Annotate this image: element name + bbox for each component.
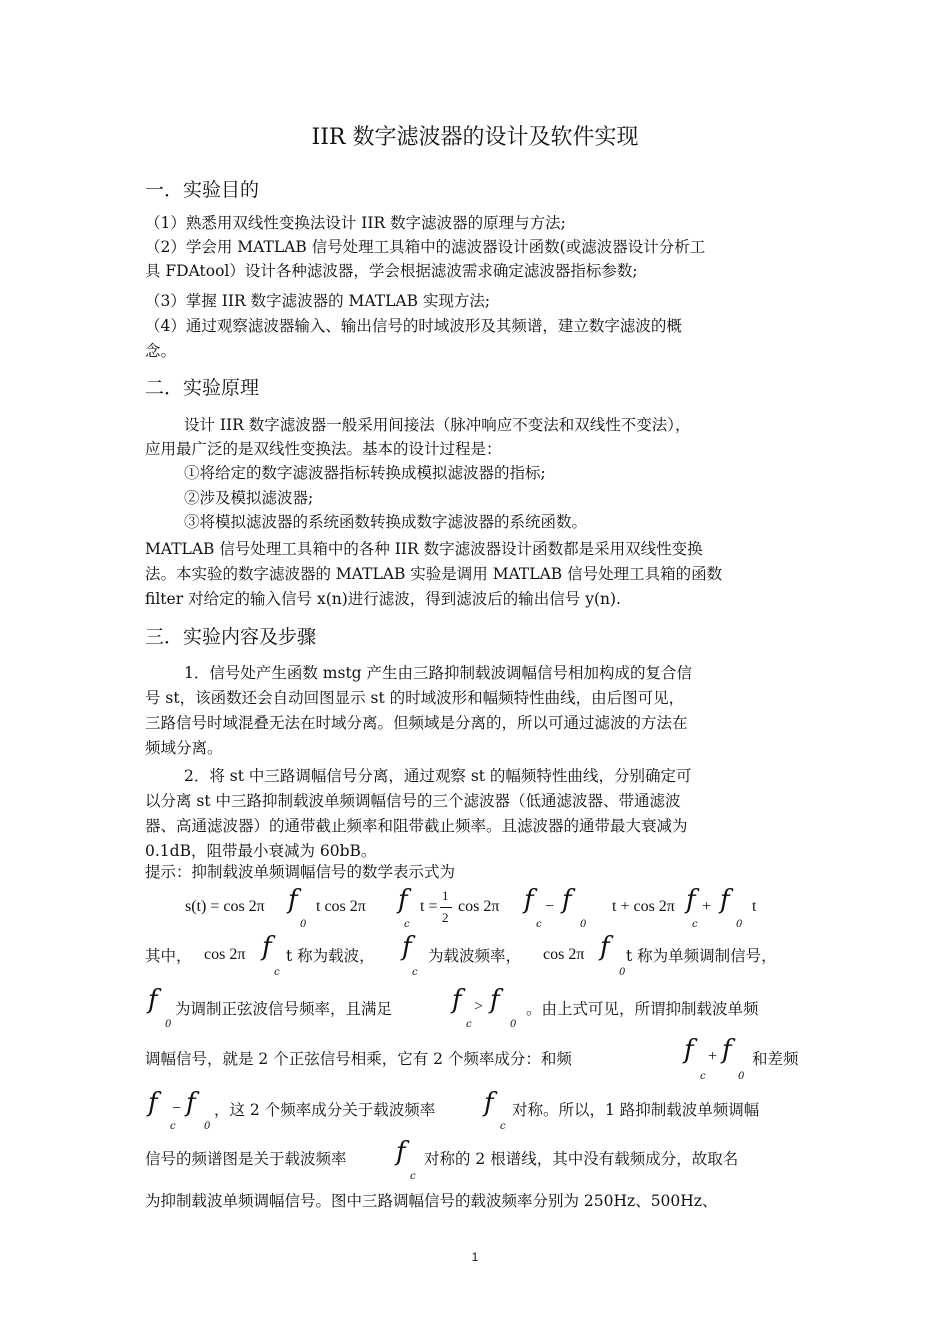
section2-line: ②涉及模拟滤波器;: [184, 489, 314, 507]
subscript-0: 0: [510, 1019, 517, 1030]
symbol-f: f: [262, 932, 272, 962]
para-math: cos 2π: [543, 946, 585, 963]
section2-line: MATLAB 信号处理工具箱中的各种 IIR 数字滤波器设计函数都是采用双线性变换: [145, 540, 703, 558]
para-math: +: [708, 1048, 718, 1065]
section1-line: 念。: [145, 342, 177, 360]
formula-f: f: [686, 885, 696, 915]
formula-half-den: 2: [442, 910, 449, 925]
para-text: 调幅信号，就是 2 个正弦信号相乘，它有 2 个频率成分：和频: [145, 1050, 572, 1068]
subscript-c: c: [274, 967, 280, 978]
formula-sub-c: c: [536, 919, 542, 930]
para-text: t 称为单频调制信号，: [626, 947, 777, 965]
para-math: cos 2π: [204, 946, 246, 963]
section3-line: 号 st，该函数还会自动回图显示 st 的时域波形和幅频特性曲线，由后图可见，: [145, 689, 685, 707]
subscript-c: c: [412, 967, 418, 978]
fraction-bar: [440, 907, 452, 908]
section3-line: 器、高通滤波器）的通带截止频率和阻带截止频率。且滤波器的通带最大衰减为: [145, 817, 688, 835]
subscript-c: c: [466, 1019, 472, 1030]
section2-line: ③将模拟滤波器的系统函数转换成数字滤波器的系统函数。: [184, 513, 588, 531]
para-text: 为抑制载波单频调幅信号。图中三路调幅信号的载波频率分别为 250Hz、500Hz、: [145, 1192, 718, 1210]
formula-f: f: [524, 885, 534, 915]
formula-f: f: [398, 885, 408, 915]
para-math: >: [474, 998, 484, 1015]
subscript-0: 0: [204, 1121, 211, 1132]
para-text: t 称为载波，: [286, 947, 375, 965]
subscript-c: c: [500, 1121, 506, 1132]
symbol-f: f: [148, 985, 158, 1015]
formula-t: t: [752, 898, 757, 915]
formula-cos1: cos 2π: [458, 898, 500, 915]
section-heading-2: 二．实验原理: [145, 377, 260, 399]
subscript-c: c: [170, 1121, 176, 1132]
formula-plus-cos: t + cos 2π: [612, 898, 675, 915]
para-text: 。由上式可见，所谓抑制载波单频: [526, 1000, 759, 1018]
section3-line: 三路信号时域混叠无法在时域分离。但频域是分离的，所以可通过滤波的方法在: [145, 714, 688, 732]
para-text: ，这 2 个频率成分关于载波频率: [214, 1101, 436, 1119]
formula-f: f: [562, 885, 572, 915]
formula-f: f: [288, 885, 298, 915]
page-number: 1: [471, 1250, 479, 1264]
section-heading-1: 一．实验目的: [145, 179, 260, 201]
subscript-0: 0: [738, 1071, 745, 1082]
formula-plus: +: [702, 898, 712, 915]
symbol-f: f: [452, 985, 462, 1015]
section1-line: （1）熟悉用双线性变换法设计 IIR 数字滤波器的原理与方法;: [145, 214, 566, 232]
formula-half-num: 1: [442, 888, 449, 903]
page-title: IIR 数字滤波器的设计及软件实现: [311, 125, 639, 150]
section1-line: 具 FDAtool）设计各种滤波器，学会根据滤波需求确定滤波器指标参数;: [145, 262, 638, 280]
formula-lhs: s(t) = cos 2π: [185, 898, 265, 915]
section1-line: （4）通过观察滤波器输入、输出信号的时域波形及其频谱，建立数字滤波的概: [145, 317, 682, 335]
para-text: 对称。所以，1 路抑制载波单频调幅: [512, 1101, 760, 1119]
formula-minus: −: [545, 898, 555, 915]
symbol-f: f: [722, 1035, 732, 1065]
symbol-f: f: [402, 932, 412, 962]
para-text: 为调制正弦波信号频率，且满足: [175, 1000, 393, 1018]
section2-line: filter 对给定的输入信号 x(n)进行滤波，得到滤波后的输出信号 y(n).: [145, 590, 621, 608]
symbol-f: f: [484, 1088, 494, 1118]
symbol-f: f: [600, 932, 610, 962]
formula-sub-0: 0: [300, 919, 307, 930]
subscript-0: 0: [619, 967, 626, 978]
section2-line: 应用最广泛的是双线性变换法。基本的设计过程是：: [145, 440, 502, 458]
symbol-f: f: [186, 1088, 196, 1118]
subscript-c: c: [700, 1071, 706, 1082]
section1-line: （2）学会用 MATLAB 信号处理工具箱中的滤波器设计函数(或滤波器设计分析工: [145, 238, 706, 256]
formula-eq: t =: [420, 898, 438, 915]
section1-line: （3）掌握 IIR 数字滤波器的 MATLAB 实现方法;: [145, 292, 491, 310]
formula-sub-c: c: [404, 919, 410, 930]
symbol-f: f: [684, 1035, 694, 1065]
symbol-f: f: [148, 1088, 158, 1118]
section-heading-3: 三．实验内容及步骤: [145, 626, 317, 648]
formula-sub-0: 0: [580, 919, 587, 930]
section3-line: 1．信号处产生函数 mstg 产生由三路抑制载波调幅信号相加构成的复合信: [184, 664, 693, 682]
para-text: 其中，: [145, 947, 192, 965]
formula-mid: t cos 2π: [316, 898, 366, 915]
section3-line: 提示：抑制载波单频调幅信号的数学表示式为: [145, 863, 456, 881]
symbol-f: f: [490, 985, 500, 1015]
section2-line: ①将给定的数字滤波器指标转换成模拟滤波器的指标;: [184, 464, 546, 482]
subscript-0: 0: [165, 1019, 172, 1030]
section3-line: 频域分离。: [145, 739, 223, 757]
section3-line: 2．将 st 中三路调幅信号分离，通过观察 st 的幅频特性曲线，分别确定可: [184, 767, 692, 785]
section2-line: 法。本实验的数字滤波器的 MATLAB 实验是调用 MATLAB 信号处理工具箱的函数: [145, 565, 723, 583]
section3-line: 0.1dB，阻带最小衰减为 60bB。: [145, 842, 377, 860]
symbol-f: f: [396, 1137, 406, 1167]
formula-f: f: [720, 885, 730, 915]
formula-sub-0: 0: [736, 919, 743, 930]
formula-sub-c: c: [692, 919, 698, 930]
subscript-c: c: [410, 1171, 416, 1182]
para-text: 对称的 2 根谱线，其中没有载频成分，故取名: [424, 1150, 739, 1168]
para-text: 信号的频谱图是关于载波频率: [145, 1150, 347, 1168]
section3-line: 以分离 st 中三路抑制载波单频调幅信号的三个滤波器（低通滤波器、带通滤波: [145, 792, 681, 810]
para-text: 和差频: [752, 1050, 799, 1068]
para-math: −: [172, 1100, 182, 1117]
para-text: 为载波频率，: [428, 947, 522, 965]
section2-line: 设计 IIR 数字滤波器一般采用间接法（脉冲响应不变法和双线性不变法），: [184, 416, 691, 434]
